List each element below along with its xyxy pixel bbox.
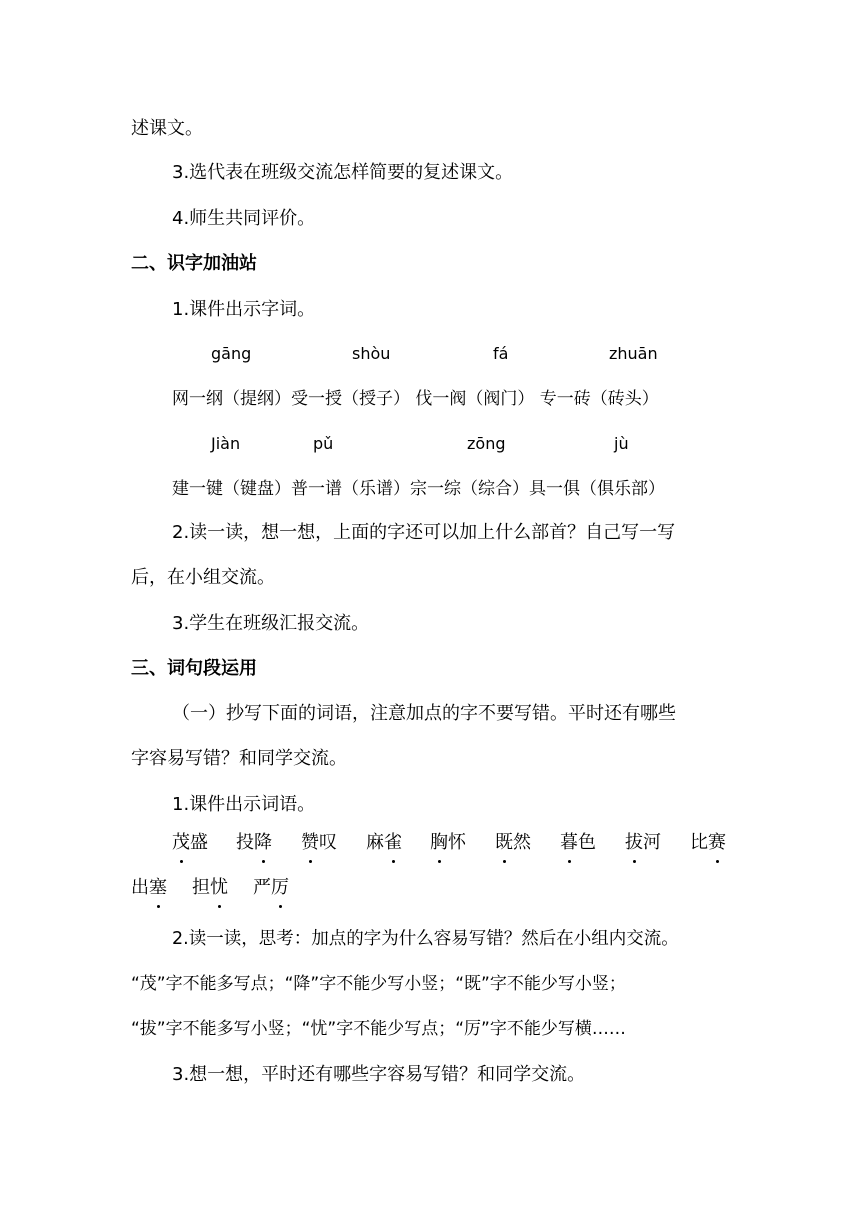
character-row: 网一纲（提纲）受一授（授子） 伐一阀（阀门） 专一砖（砖头） [172, 389, 659, 409]
paragraph: 3.想一想，平时还有哪些字容易写错？和同学交流。 [172, 1064, 586, 1085]
pinyin: zhuān [609, 344, 658, 363]
section-heading: 二、识字加油站 [131, 253, 257, 274]
paragraph: 1.课件出示字词。 [172, 299, 316, 320]
pinyin: Jiàn [211, 434, 241, 453]
pinyin: jù [614, 434, 629, 453]
word: 赞叹 [301, 830, 337, 856]
word: 茂盛 [172, 830, 208, 856]
paragraph: 后，在小组交流。 [131, 567, 275, 588]
paragraph: 2.读一读，想一想，上面的字还可以加上什么部首？自己写一写 [172, 522, 676, 543]
pinyin-row [0, 341, 860, 367]
word: 麻雀 [366, 830, 402, 856]
paragraph: 3.学生在班级汇报交流。 [172, 613, 370, 634]
character-row: 建一键（键盘）普一谱（乐谱）宗一综（综合）具一俱（俱乐部） [172, 479, 665, 499]
word: 比赛 [690, 830, 726, 856]
word: 拔河 [625, 830, 661, 856]
paragraph: 3.选代表在班级交流怎样简要的复述课文。 [172, 162, 514, 183]
pinyin-row [0, 431, 860, 457]
word: 投降 [236, 830, 272, 856]
pinyin: pǔ [313, 434, 334, 453]
paragraph: 4.师生共同评价。 [172, 208, 316, 229]
pinyin: gāng [211, 344, 252, 363]
paragraph: （一）抄写下面的词语，注意加点的字不要写错。平时还有哪些 [172, 703, 676, 724]
paragraph: “拔”字不能多写小竖；“忧”字不能少写点；“厉”字不能少写横…… [131, 1019, 626, 1039]
word-list-row [0, 830, 860, 858]
word-list-row [0, 875, 860, 903]
word: 出塞 [131, 875, 167, 901]
pinyin: shòu [352, 344, 391, 363]
word: 胸怀 [430, 830, 466, 856]
word: 严厉 [253, 875, 289, 901]
paragraph: “茂”字不能多写点；“降”字不能少写小竖；“既”字不能少写小竖； [131, 974, 626, 994]
word: 暮色 [560, 830, 596, 856]
section-heading: 三、词句段运用 [131, 658, 257, 679]
word: 担忧 [192, 875, 228, 901]
paragraph: 字容易写错？和同学交流。 [131, 748, 347, 769]
pinyin: zōng [467, 434, 506, 453]
paragraph: 2.读一读，思考：加点的字为什么容易写错？然后在小组内交流。 [172, 929, 679, 949]
paragraph: 述课文。 [131, 118, 203, 139]
paragraph: 1.课件出示词语。 [172, 794, 316, 815]
word: 既然 [495, 830, 531, 856]
pinyin: fá [493, 344, 509, 363]
